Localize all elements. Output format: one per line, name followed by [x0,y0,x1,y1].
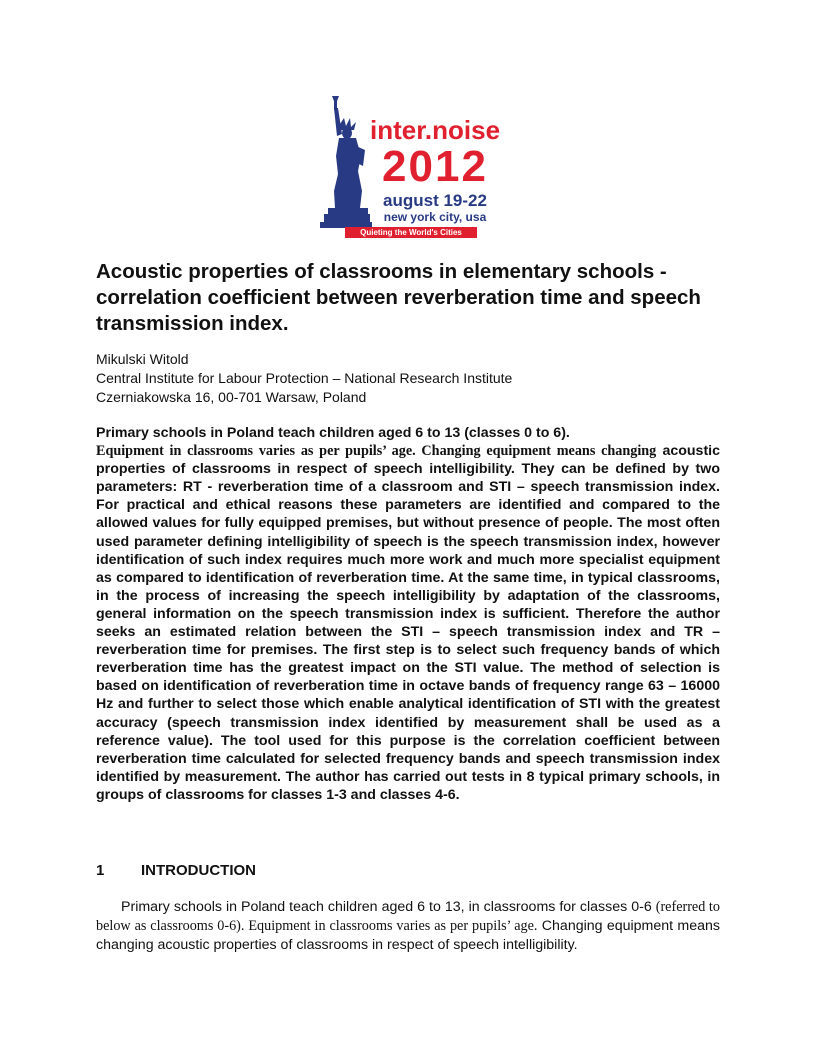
introduction-paragraph [96,898,720,955]
abstract-sentence-1: Primary schools in Poland teach children aged 6 to 13 (classes 0 to 6). [96,425,570,441]
abstract [96,424,720,804]
section-heading-introduction [96,862,496,880]
logo-year: 2012 [382,142,488,191]
intro-text-2: (referred to below as classrooms 0-6). Equipment in classrooms varies as per pupils’ age. [96,899,720,934]
abstract-sentence-2: Equipment in classrooms varies as per pupils’ age. Changing equipment means changing [96,443,657,460]
logo-city: new york city, usa [383,210,487,224]
author-address: Czerniakowska 16, 00-701 Warsaw, Poland [96,389,367,405]
intro-text-3: Changing equipment means changing acoustic properties of classrooms in respect of speech intelligibility. [96,918,720,953]
logo-date: august 19-22 [383,191,487,210]
section-title: INTRODUCTION [141,862,256,879]
author-block [96,350,716,407]
logo-wordmark: inter.noise [370,115,501,145]
author-affiliation: Central Institute for Labour Protection – National Research Institute [96,370,513,386]
logo-tagline: Quieting the World's Cities [345,227,477,238]
conference-logo [320,96,505,242]
abstract-body: acoustic properties of classrooms in respect of speech intelligibility. They can be defined by two parameters: RT - reverberation time of a classroom and STI – speech transmission index. For practical and ethical reasons these parameters are identified and compared to the allowed values for fully equipped premises, but without presence of people. The most often used parameter defining intelligibility of speech is the speech transmission index, however identification of such index requires much more work and much more specialist equipment as compared to identification of reverberation time. At the same time, in typical classrooms, in the process of increasing the speech intelligibility by adaptation of the classrooms, general information on the speech transmission index is sufficient. Therefore the author seeks an estimated relation between the STI – speech transmission index and TR – reverberation time for premises. The first step is to select such frequency bands of which reverberation time has the greatest impact on the STI value. The method of selection is based on identification of reverberation time in octave bands of frequency range 63 – 16000 Hz and further to select those which enable analytical identification of STI with the greatest accuracy (speech transmission index identified by measurement shall be used as a reference value). The tool used for this purpose is the correlation coefficient between reverberation time calculated for selected frequency bands and speech transmission index identified by measurement. The author has carried out tests in 8 typical primary schools, in groups of classrooms for classes 1-3 and classes 4-6. [96,443,720,803]
paper-title: Acoustic properties of classrooms in elementary schools - correlation coefficient between reverberation time and speech transmission index. [96,260,701,335]
section-number: 1 [96,862,105,879]
intro-text-1: Primary schools in Poland teach children aged 6 to 13, in classrooms for classes 0-6 [121,899,652,915]
author-name: Mikulski Witold [96,351,189,367]
